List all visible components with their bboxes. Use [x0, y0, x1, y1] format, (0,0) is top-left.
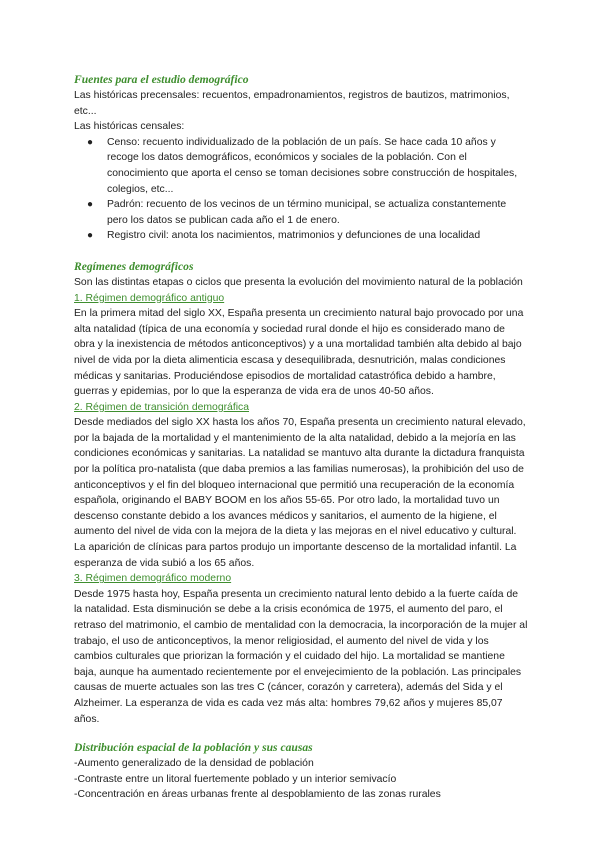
- section-title-regimenes: Regímenes demográficos: [74, 259, 194, 273]
- list-item: [87, 197, 528, 228]
- paragraph-regimen-antiguo: En la primera mitad del siglo XX, España presenta un crecimiento natural bajo provocado por una alta natalidad (típica de una economía y sociedad rural donde el hijo es considerado mano de obra y la inexistencia de métodos anticonceptivos) y a una mortalidad también alta debido al bajo nivel de vida por la dieta alimenticia escasa y desequilibrada, desnutrición, malas condiciones médicas y sanitarias. Produciéndose episodios de mortalidad catastrófica debido a hambre, guerras y epidemias, por lo que la esperanza de vida era de unos 40-50 años.: [74, 308, 524, 398]
- list-item-text: Registro civil: anota los nacimientos, matrimonios y defunciones de una localidad: [107, 230, 481, 242]
- list-item-text: Padrón: recuento de los vecinos de un término municipal, se actualiza constantemente pero los datos se publican cada año el 1 de enero.: [107, 199, 507, 226]
- paragraph-regimen-transicion: Desde mediados del siglo XX hasta los años 70, España presenta un crecimiento natural elevado, por la bajada de la mortalidad y el mantenimiento de la alta natalidad, debido a la mejoría en las condiciones económicas y sanitarias. La natalidad se mantuvo alta durante la dictadura franquista por la política pro-natalista (que daba premios a las familias numerosas), la prohibición del uso de anticonceptivos y el fin del bloqueo internacional que permitió una recuperación de la economía española, originando el BABY BOOM en los años 55-65. Por otro lado, la mortalidad tuvo un descenso constante debido a los avances médicos y sanitarios, el aumento de la higiene, el aumento del nivel de vida con la mejora de la dieta y las mejoras en el nivel educativo y cultural. La aparición de clínicas para partos produjo un importante descenso de la mortalidad infantil. La esperanza de vida subió a los 65 años.: [74, 417, 526, 569]
- paragraph-regimenes-intro: Son las distintas etapas o ciclos que presenta la evolución del movimiento natural de la población: [74, 276, 523, 288]
- bullet-icon: ●: [87, 199, 94, 211]
- distribution-line: -Aumento generalizado de la densidad de población: [74, 758, 314, 770]
- list-item: [87, 135, 528, 197]
- paragraph-regimen-moderno: Desde 1975 hasta hoy, España presenta un crecimiento natural lento debido a la fuerte caída de la natalidad. Esta disminución se debe a la crisis económica de 1975, el aumento del paro, el retraso del matrimonio, el cambio de mentalidad con la democracia, la incorporación de la mujer al trabajo, el uso de anticonceptivos, la menor religiosidad, el aumento del nivel de vida y los cambios culturales que priorizan la formación y el cuidado del hijo. La mortalidad se mantiene baja, aunque ha aumentado recientemente por el envejecimiento de la población. Las principales causas de muerte actuales son las tres C (cáncer, corazón y carretera), además del Sida y el Alzheimer. La esperanza de vida es cada vez más alta: hombres 79,62 años y mujeres 85,07 años.: [74, 588, 528, 725]
- bullet-icon: ●: [87, 230, 94, 242]
- distribution-line: -Concentración en áreas urbanas frente al despoblamiento de las zonas rurales: [74, 789, 441, 801]
- section-title-distribucion: Distribución espacial de la población y sus causas: [74, 741, 313, 755]
- subtitle-regimen-moderno: 3. Régimen demográfico moderno: [74, 573, 232, 585]
- subtitle-regimen-transicion: 2. Régimen de transición demográfica: [74, 401, 250, 413]
- list-item-text: Censo: recuento individualizado de la población de un país. Se hace cada 10 años y recoge los datos demográficos, económicos y sociales de la población. Con el conocimiento que aporta el censo se toman decisiones sobre construcción de hospitales, colegios, etc...: [107, 136, 518, 195]
- section-title-fuentes: Fuentes para el estudio demográfico: [74, 73, 249, 86]
- list-item: [87, 228, 528, 244]
- paragraph-censales: Las históricas censales:: [74, 121, 185, 133]
- bullet-icon: ●: [87, 136, 94, 148]
- censales-list: [74, 135, 528, 244]
- distribution-line: -Contraste entre un litoral fuertemente poblado y un interior semivacío: [74, 773, 397, 785]
- paragraph-precensales: Las históricas precensales: recuentos, empadronamientos, registros de bautizos, matrimonios, etc...: [74, 90, 510, 117]
- subtitle-regimen-antiguo: 1. Régimen demográfico antiguo: [74, 292, 225, 304]
